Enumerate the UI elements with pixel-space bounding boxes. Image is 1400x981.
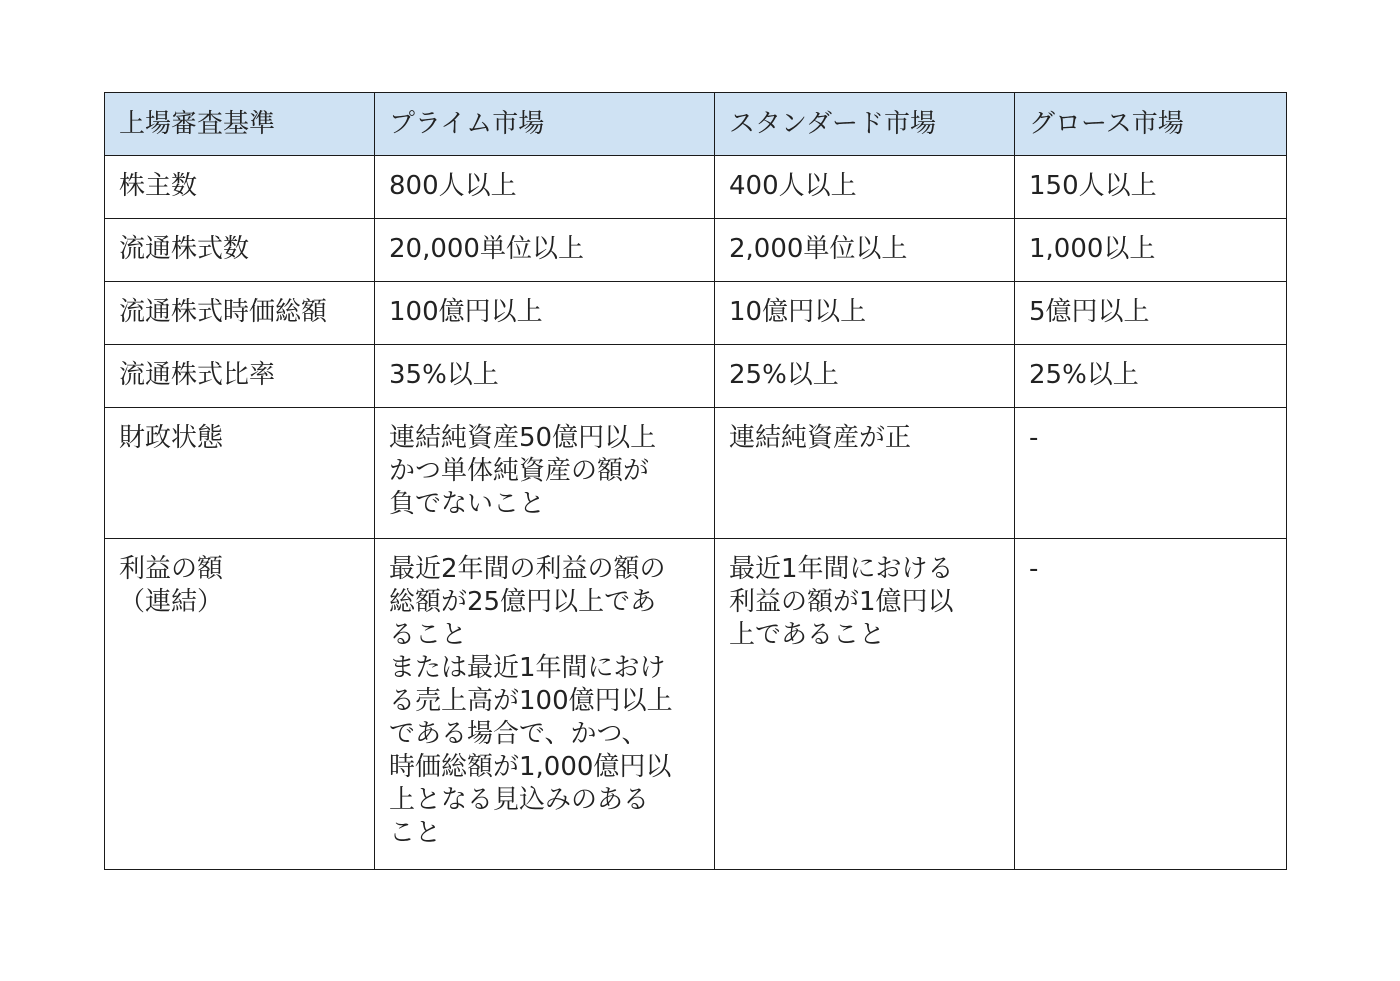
criterion-cell: 流通株式時価総額 [105,282,375,345]
table-row [105,219,1287,282]
growth-cell: 150人以上 [1015,156,1287,219]
standard-cell: 2,000単位以上 [715,219,1015,282]
standard-cell: 25%以上 [715,345,1015,408]
table-row [105,539,1287,870]
growth-cell: 1,000以上 [1015,219,1287,282]
criterion-cell [105,408,375,539]
table-row [105,282,1287,345]
criterion-cell: 流通株式数 [105,219,375,282]
header-criterion: 上場審査基準 [105,93,375,156]
growth-cell: 5億円以上 [1015,282,1287,345]
standard-cell: 400人以上 [715,156,1015,219]
standard-cell [715,408,1015,539]
prime-cell: 800人以上 [375,156,715,219]
table-row [105,156,1287,219]
criterion-text: 財政状態 [119,423,224,453]
prime-cell: 100億円以上 [375,282,715,345]
criterion-cell: 流通株式比率 [105,345,375,408]
growth-cell: - [1015,539,1287,870]
growth-cell: 25%以上 [1015,345,1287,408]
header-prime-market: プライム市場 [375,93,715,156]
standard-text: 最近1年間における 利益の額が1億円以 上であること [729,554,954,650]
listing-criteria-table [104,92,1287,870]
prime-cell [375,539,715,870]
table-row [105,408,1287,539]
criterion-cell: 株主数 [105,156,375,219]
table-row [105,345,1287,408]
growth-cell: - [1015,408,1287,539]
standard-cell: 10億円以上 [715,282,1015,345]
table-header-row [105,93,1287,156]
header-growth-market: グロース市場 [1015,93,1287,156]
prime-text: 最近2年間の利益の額の 総額が25億円以上であ ること または最近1年間におけ る売上高が100億円以上 である場合で、かつ、 時価総額が1,000億円以 上となる見込みのある こと [389,554,673,848]
prime-cell [375,408,715,539]
standard-cell [715,539,1015,870]
standard-text: 連結純資産が正 [729,423,912,453]
criterion-cell [105,539,375,870]
prime-cell: 20,000単位以上 [375,219,715,282]
header-standard-market: スタンダード市場 [715,93,1015,156]
prime-text: 連結純資産50億円以上 かつ単体純資産の額が 負でないこと [389,423,657,519]
prime-cell: 35%以上 [375,345,715,408]
criterion-text: 利益の額 （連結） [119,554,224,617]
